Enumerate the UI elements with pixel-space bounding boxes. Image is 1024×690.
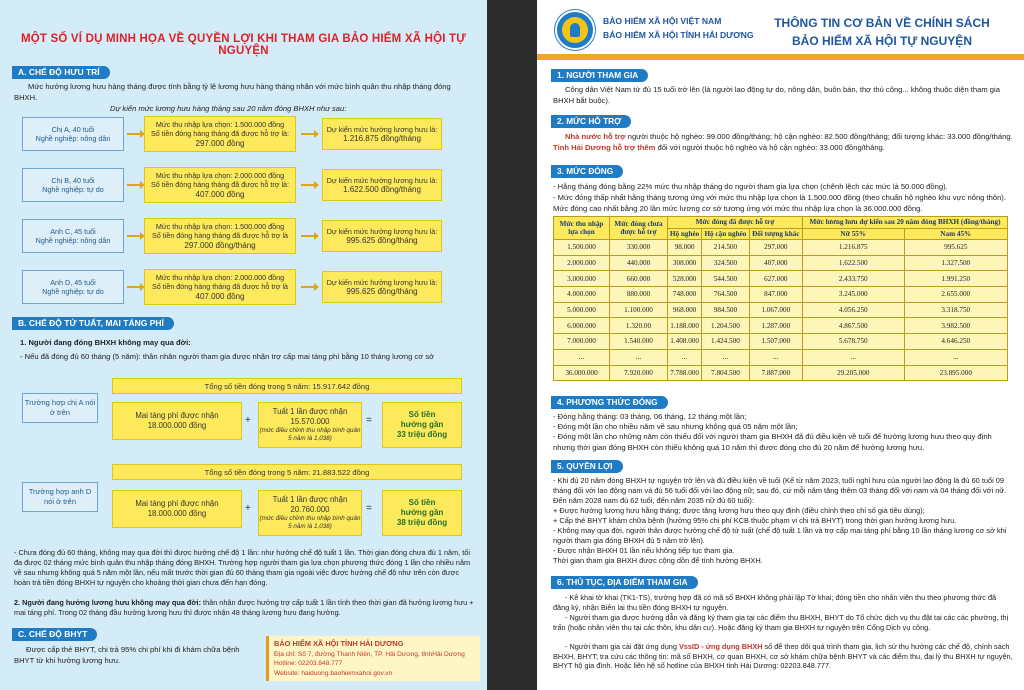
table-row [554, 240, 1008, 256]
pension-choice-2: Mức thu nhập lựa chọn: 2.000.000 đồng Số tiền đóng hàng tháng đã được hỗ trợ là: 407.000 đồng [144, 167, 296, 203]
plus-sign: + [245, 503, 251, 514]
survivor-case-2-label: Trường hợp anh D nói ở trên [22, 482, 98, 512]
table-cell: 98.000 [668, 240, 702, 256]
section-5-line3: + Cấp thẻ BHYT khám chữa bệnh (hưởng 95% chi phí KCB thuộc phạm vi chi trả BHYT) trong thời gian hưởng lương hưu. [553, 516, 957, 525]
table-row [554, 287, 1008, 303]
left-title: MỘT SỐ VÍ DỤ MINH HỌA VỀ QUYỀN LỢI KHI THAM GIA BẢO HIỂM XÃ HỘI TỰ NGUYỆN [20, 33, 467, 57]
table-cell: 1.622.500 [802, 255, 904, 271]
section-5-line1: - Khi đủ 20 năm đóng BHXH tự nguyện trở lên và đủ điều kiện về tuổi (Kể từ năm 2023, tuổi nghỉ hưu của người lao động là đủ 60 tuổi 09 tháng đối với lao động nam và đủ 56 tuổi đối với lao động nữ; sau đó, cứ mỗi năm tăng thêm 03 tháng đối với nam và 04 tháng đối với nữ. Đến năm 2028 nam đủ 62 tuổi, đến năm 2035 nữ đủ 60 tuổi): [553, 476, 1007, 505]
table-cell: 4.867.500 [802, 318, 904, 334]
section-b-sub2-block [14, 598, 476, 618]
section-b-sub2-text: thân nhân được hưởng trợ cấp tuất 1 lần tính theo thời gian đã hưởng lương hưu + mai táng phí. Trong 02 tháng đầu hưởng lương hưu thì được nhận 48 tháng lương hưu đang hưởng. [14, 598, 474, 617]
section-b-sub2: 2. Người đang hưởng lương hưu không may qua đời: [14, 598, 202, 607]
table-row [554, 255, 1008, 271]
table-cell: 297.000 [749, 240, 802, 256]
survivor-case-1-total: Tổng số tiền đóng trong 5 năm: 15.917.642 đồng [112, 378, 462, 394]
table-row [554, 302, 1008, 318]
table-cell: 3.000.000 [554, 271, 610, 287]
right-header [537, 0, 1024, 60]
table-cell: 4.000.000 [554, 287, 610, 303]
table-cell: 627.000 [749, 271, 802, 287]
section-6-line3: - Người tham gia cài đặt ứng dụng VssID - ứng dụng BHXH số để theo dõi quá trình tham gia, lịch sử thụ hưởng các chế độ, chính sách BHXH, BHYT; tra cứu các thông tin: mã số BHXH, cơ quan BHXH, cơ sở khám chữa bệnh BHYT và các điểm thu, đại lý thu BHXH tự nguyện, BHYT hộ gia đình. Hoặc liên hệ số hotline của BHXH tỉnh Hải Dương: 02203.848.777. [553, 642, 1013, 671]
table-cell: ... [904, 349, 1007, 365]
contact-website: Website: haiduong.baohiemxahoi.gov.vn [274, 669, 393, 677]
section-a-header: A. CHẾ ĐỘ HƯU TRÍ [12, 66, 110, 79]
table-cell: ... [610, 349, 668, 365]
survivor-case-2-sum: Số tiền hưởng gần 38 triệu đồng [382, 490, 462, 536]
section-2-text: Nhà nước hỗ trợ người thuộc hộ nghèo: 99.000 đồng/tháng; hộ cận nghèo: 82.500 đồng/tháng; đối tượng khác: 33.000 đồng/tháng. Tỉnh Hải Dương hỗ trợ thêm đối với người thuộc hộ nghèo và hộ cận nghèo: 33.000 đồng/tháng. [553, 132, 1013, 152]
equals-sign: = [366, 503, 372, 514]
pension-result-1: Dự kiến mức hưởng lương hưu là: 1.216.875 đồng/tháng [322, 118, 442, 150]
arrow-icon [127, 184, 141, 186]
section-1-text: Công dân Việt Nam từ đủ 15 tuổi trở lên (là người lao động tự do, nông dân, buôn bán, thợ thủ công... không thuộc diện tham gia BHXH bắt buộc). [553, 85, 1000, 105]
contact-hotline: Hotline: 02203.848.777 [274, 660, 343, 667]
pension-result-4: Dự kiến mức hưởng lương hưu là: 995.625 đồng/tháng [322, 271, 442, 303]
section-6-header: 6. THỦ TỤC, ĐỊA ĐIỂM THAM GIA [551, 576, 698, 589]
plus-sign: + [245, 415, 251, 426]
table-cell: 5.000.000 [554, 302, 610, 318]
section-5-line2: + Được hưởng lương hưu hằng tháng; được tăng lương hưu theo quy định (điều chỉnh theo chỉ số giá tiêu dùng); [553, 506, 925, 515]
table-cell: 440.000 [610, 255, 668, 271]
section-b-sub1-text: - Nếu đã đóng đủ 60 tháng (5 năm): thân nhân người tham gia được nhận trợ cấp mai táng phí bằng 10 tháng lương cơ sở [20, 352, 435, 361]
table-cell: 1.204.500 [702, 318, 749, 334]
table-cell: 1.100.000 [610, 302, 668, 318]
section-5-line5: - Được nhận BHXH 01 lần nếu không tiếp tục tham gia. [553, 546, 735, 555]
table-cell: 1.320.00 [610, 318, 668, 334]
th-poor: Hộ nghèo [668, 228, 702, 240]
section-4-line2: - Đóng một lần cho nhiều năm về sau nhưng không quá 05 năm một lần; [553, 422, 798, 431]
contact-org: BẢO HIỂM XÃ HỘI TỈNH HẢI DƯƠNG [274, 639, 404, 648]
section-3-line1: - Hằng tháng đóng bằng 22% mức thu nhập tháng do người tham gia lựa chọn (chênh lệch các mức là 50.000 đồng). [553, 182, 948, 191]
table-row [554, 365, 1008, 381]
table-cell: 1.500.000 [554, 240, 610, 256]
contribution-table-body [554, 240, 1008, 381]
table-cell: 1.507.000 [749, 334, 802, 350]
arrow-icon [301, 286, 315, 288]
survivor-case-2-burial: Mai táng phí được nhận 18.000.000 đồng [112, 490, 242, 528]
section-1-header: 1. NGƯỜI THAM GIA [551, 69, 648, 82]
pension-person-1: Chị A, 40 tuổi Nghề nghiệp: nông dân [22, 117, 124, 151]
th-male: Nam 45% [904, 228, 1007, 240]
table-cell: 528.000 [668, 271, 702, 287]
table-row [554, 334, 1008, 350]
table-cell: 3.318.750 [904, 302, 1007, 318]
table-cell: 308.000 [668, 255, 702, 271]
table-cell: 7.788.000 [668, 365, 702, 381]
pension-choice-3: Mức thu nhập lựa chọn: 1.500.000 đồng Số tiền đóng hàng tháng đã được hỗ trợ là 297.000 đồng/tháng [144, 218, 296, 254]
section-c-header: C. CHẾ ĐỘ BHYT [12, 628, 97, 641]
survivor-case-1-lumpsum: Tuất 1 lần được nhận 15.570.000 (mức điều chỉnh thu nhập bình quân 5 năm là 1,038) [258, 402, 362, 448]
table-row [554, 349, 1008, 365]
th-unsupported: Mức đóng chưa được hỗ trợ [610, 217, 668, 240]
table-row [554, 271, 1008, 287]
section-a-intro: Mức hưởng lương hưu hàng tháng được tính bằng tỷ lệ lương hưu hàng tháng nhân với mức bình quân thu nhập tháng đóng BHXH. [14, 82, 451, 102]
section-2-header: 2. MỨC HỖ TRỢ [551, 115, 631, 128]
section-b-header: B. CHẾ ĐỘ TỬ TUẤT, MAI TÁNG PHÍ [12, 317, 174, 330]
table-cell: 3.982.500 [904, 318, 1007, 334]
arrow-icon [127, 286, 141, 288]
section-4-header: 4. PHƯƠNG THỨC ĐÓNG [551, 396, 668, 409]
left-page [0, 0, 487, 690]
table-cell: 1.188.000 [668, 318, 702, 334]
table-cell: 6.000.000 [554, 318, 610, 334]
th-supported: Mức đóng đã được hỗ trợ [668, 217, 803, 229]
section-5-line4: - Không may qua đời, người thân được hưởng chế độ tử tuất (chế độ tuất 1 lần và trợ cấp mai táng phí bằng 10 lần tháng lương cơ sở khi người tham gia đóng BHXH đủ 5 năm trở lên). [553, 526, 1007, 545]
table-cell: 7.887.000 [749, 365, 802, 381]
table-cell: ... [554, 349, 610, 365]
table-cell: 2.433.750 [802, 271, 904, 287]
table-cell: ... [802, 349, 904, 365]
arrow-icon [127, 235, 141, 237]
table-cell: 880.000 [610, 287, 668, 303]
table-cell: 1.540.000 [610, 334, 668, 350]
table-cell: 4.646.250 [904, 334, 1007, 350]
right-page [537, 0, 1024, 690]
section-4-line1: - Đóng hằng tháng: 03 tháng, 06 tháng, 12 tháng một lần; [553, 412, 747, 421]
pension-result-3: Dự kiến mức hưởng lương hưu là: 995.625 đồng/tháng [322, 220, 442, 252]
section-5-line6: Thời gian tham gia BHXH được cộng dồn để tính hưởng BHXH. [553, 556, 763, 565]
table-cell: 995.625 [904, 240, 1007, 256]
table-cell: 3.245.000 [802, 287, 904, 303]
table-cell: 984.500 [702, 302, 749, 318]
contact-address: Địa chỉ: Số 7, đường Thanh Niên, TP. Hải Dương, tỉnhHải Dương [274, 650, 465, 658]
survivor-case-2-lumpsum: Tuất 1 lần được nhận 20.760.000 (mức điều chỉnh thu nhập bình quân 5 năm là 1,038) [258, 490, 362, 536]
section-b-para1: - Chưa đóng đủ 60 tháng, không may qua đời thì được hưởng chế độ 1 lần: như hưởng chế độ tuất 1 lần. Thời gian đóng chưa đủ 1 năm, tối đa được 02 tháng mức bình quân thu nhập tháng đóng BHXH. Trường hợp người tham gia lựa chọn phương thức đóng 1 lần cho nhiều năm về sau nhưng không quá 5 năm một lần, nếu mất trước thời gian đủ 60 tháng tham gia ngoài việc được hưởng chế độ như trên còn được hoàn trả tiền đóng BHXH tự nguyện cho khoảng thời gian chưa đến hạn đóng. [14, 548, 471, 587]
table-cell: 544.500 [702, 271, 749, 287]
table-cell: 748.000 [668, 287, 702, 303]
table-cell: 407.000 [749, 255, 802, 271]
section-4-line3: - Đóng một lần cho những năm còn thiếu đối với người tham gia BHXH đã đủ điều kiện về tuổi để hưởng lương hưu theo quy định nhưng thời gian đóng BHXH còn thiếu không quá 10 năm thì được đóng cho đủ 20 năm để hưởng lương hưu. [553, 432, 992, 452]
section-c-text: Được cấp thẻ BHYT, chi trả 95% chi phí khi đi khám chữa bệnh BHYT từ khi hưởng lương hưu. [14, 645, 240, 665]
table-cell: 5.678.750 [802, 334, 904, 350]
contribution-table [553, 216, 1008, 381]
pension-choice-1: Mức thu nhập lựa chọn: 1.500.000 đồng Số tiền đóng hàng tháng đã được hỗ trợ là: 297.000 đồng [144, 116, 296, 152]
table-cell: ... [668, 349, 702, 365]
survivor-case-1-label: Trường hợp chị A nói ở trên [22, 393, 98, 423]
table-cell: 1.067.000 [749, 302, 802, 318]
table-cell: 36.000.000 [554, 365, 610, 381]
contact-box [266, 636, 480, 681]
pension-person-4: Anh D, 45 tuổi Nghề nghiệp: tự do [22, 270, 124, 304]
th-other: Đối tượng khác [749, 228, 802, 240]
table-cell: 968.000 [668, 302, 702, 318]
table-cell: 1.216.875 [802, 240, 904, 256]
table-cell: 29.205.000 [802, 365, 904, 381]
table-cell: 7.000.000 [554, 334, 610, 350]
pension-choice-4: Mức thu nhập lựa chọn: 2.000.000 đồng Số tiền đóng hàng tháng đã được hỗ trợ là 407.000 đồng [144, 269, 296, 305]
table-cell: 330.000 [610, 240, 668, 256]
table-cell: 1.991.250 [904, 271, 1007, 287]
survivor-case-1-burial: Mai táng phí được nhận 18.000.000 đồng [112, 402, 242, 440]
table-cell: 1.287.000 [749, 318, 802, 334]
section-3-line2: - Mức đóng thấp nhất hằng tháng tương ứng với mức thu nhập lựa chọn là 1.500.000 đồng (theo chuẩn hộ nghèo khu vực nông thôn). Mức đóng cao nhất bằng 20 lần mức lương cơ sở tương ứng với mức thu nhập lựa chọn là 36.000.000 đồng. [553, 193, 1006, 213]
table-cell: 2.000.000 [554, 255, 610, 271]
org-name-national: BẢO HIỂM XÃ HỘI VIỆT NAM [603, 16, 722, 26]
section-b-sub1: 1. Người đang đóng BHXH không may qua đời: [20, 338, 191, 347]
th-pension: Mức lương hưu dự kiến sau 20 năm đóng BHXH (đồng/tháng) [802, 217, 1007, 229]
table-cell: 7.920.000 [610, 365, 668, 381]
table-cell: ... [702, 349, 749, 365]
survivor-case-2-total: Tổng số tiền đóng trong 5 năm: 21.883.522 đồng [112, 464, 462, 480]
arrow-icon [301, 184, 315, 186]
th-female: Nữ 55% [802, 228, 904, 240]
table-cell: 1.327.500 [904, 255, 1007, 271]
th-near-poor: Hộ cận nghèo [702, 228, 749, 240]
section-3-header: 3. MỨC ĐÓNG [551, 165, 623, 178]
pension-person-3: Anh C, 45 tuổi Nghề nghiệp: nông dân [22, 219, 124, 253]
arrow-icon [127, 133, 141, 135]
table-cell: 214.500 [702, 240, 749, 256]
table-cell: 4.056.250 [802, 302, 904, 318]
table-cell: 764.500 [702, 287, 749, 303]
table-cell: 2.655.000 [904, 287, 1007, 303]
table-cell: 1.424.500 [702, 334, 749, 350]
equals-sign: = [366, 415, 372, 426]
pension-person-2: Chị B, 40 tuổi Nghề nghiệp: tự do [22, 168, 124, 202]
survivor-case-1-sum: Số tiền hưởng gần 33 triệu đồng [382, 402, 462, 448]
vss-logo-icon [555, 10, 595, 50]
table-cell: 324.500 [702, 255, 749, 271]
table-row [554, 318, 1008, 334]
org-name-province: BẢO HIỂM XÃ HỘI TỈNH HẢI DƯƠNG [603, 30, 754, 40]
table-cell: 660.000 [610, 271, 668, 287]
table-cell: ... [749, 349, 802, 365]
th-income: Mức thu nhập lựa chọn [554, 217, 610, 240]
right-title: THÔNG TIN CƠ BẢN VỀ CHÍNH SÁCH BẢO HIỂM XÃ HỘI TỰ NGUYỆN [774, 16, 990, 48]
pension-result-2: Dự kiến mức hưởng lương hưu là: 1.622.500 đồng/tháng [322, 169, 442, 201]
table-cell: 23.895.000 [904, 365, 1007, 381]
section-a-caption: Dự kiến mức lương hưu hàng tháng sau 20 năm đóng BHXH như sau: [110, 104, 347, 113]
page-spine [487, 0, 537, 690]
table-cell: 1.408.000 [668, 334, 702, 350]
table-cell: 7.804.500 [702, 365, 749, 381]
section-6-line2: - Người tham gia được hướng dẫn và đăng ký tham gia tại các điểm thu BHXH, BHYT do Tổ chức dịch vụ thu đặt tại các các phường, thị trấn (hoặc nhân viên thu tại các thôn, khu dân cư). Hoặc đăng ký tham gia BHXH tự nguyện trên Cổng Dịch vụ công. [553, 613, 1009, 632]
section-6-line1: - Kê khai tờ khai (TK1-TS), trường hợp đã có mã số BHXH không phải lập Tờ khai; đóng tiền cho nhân viên thu theo phương thức đã đăng ký, nhận Biên lai thu tiền đóng BHXH tự nguyện. [553, 593, 997, 612]
arrow-icon [301, 235, 315, 237]
arrow-icon [301, 133, 315, 135]
section-5-header: 5. QUYỀN LỢI [551, 460, 623, 473]
table-cell: 847.000 [749, 287, 802, 303]
